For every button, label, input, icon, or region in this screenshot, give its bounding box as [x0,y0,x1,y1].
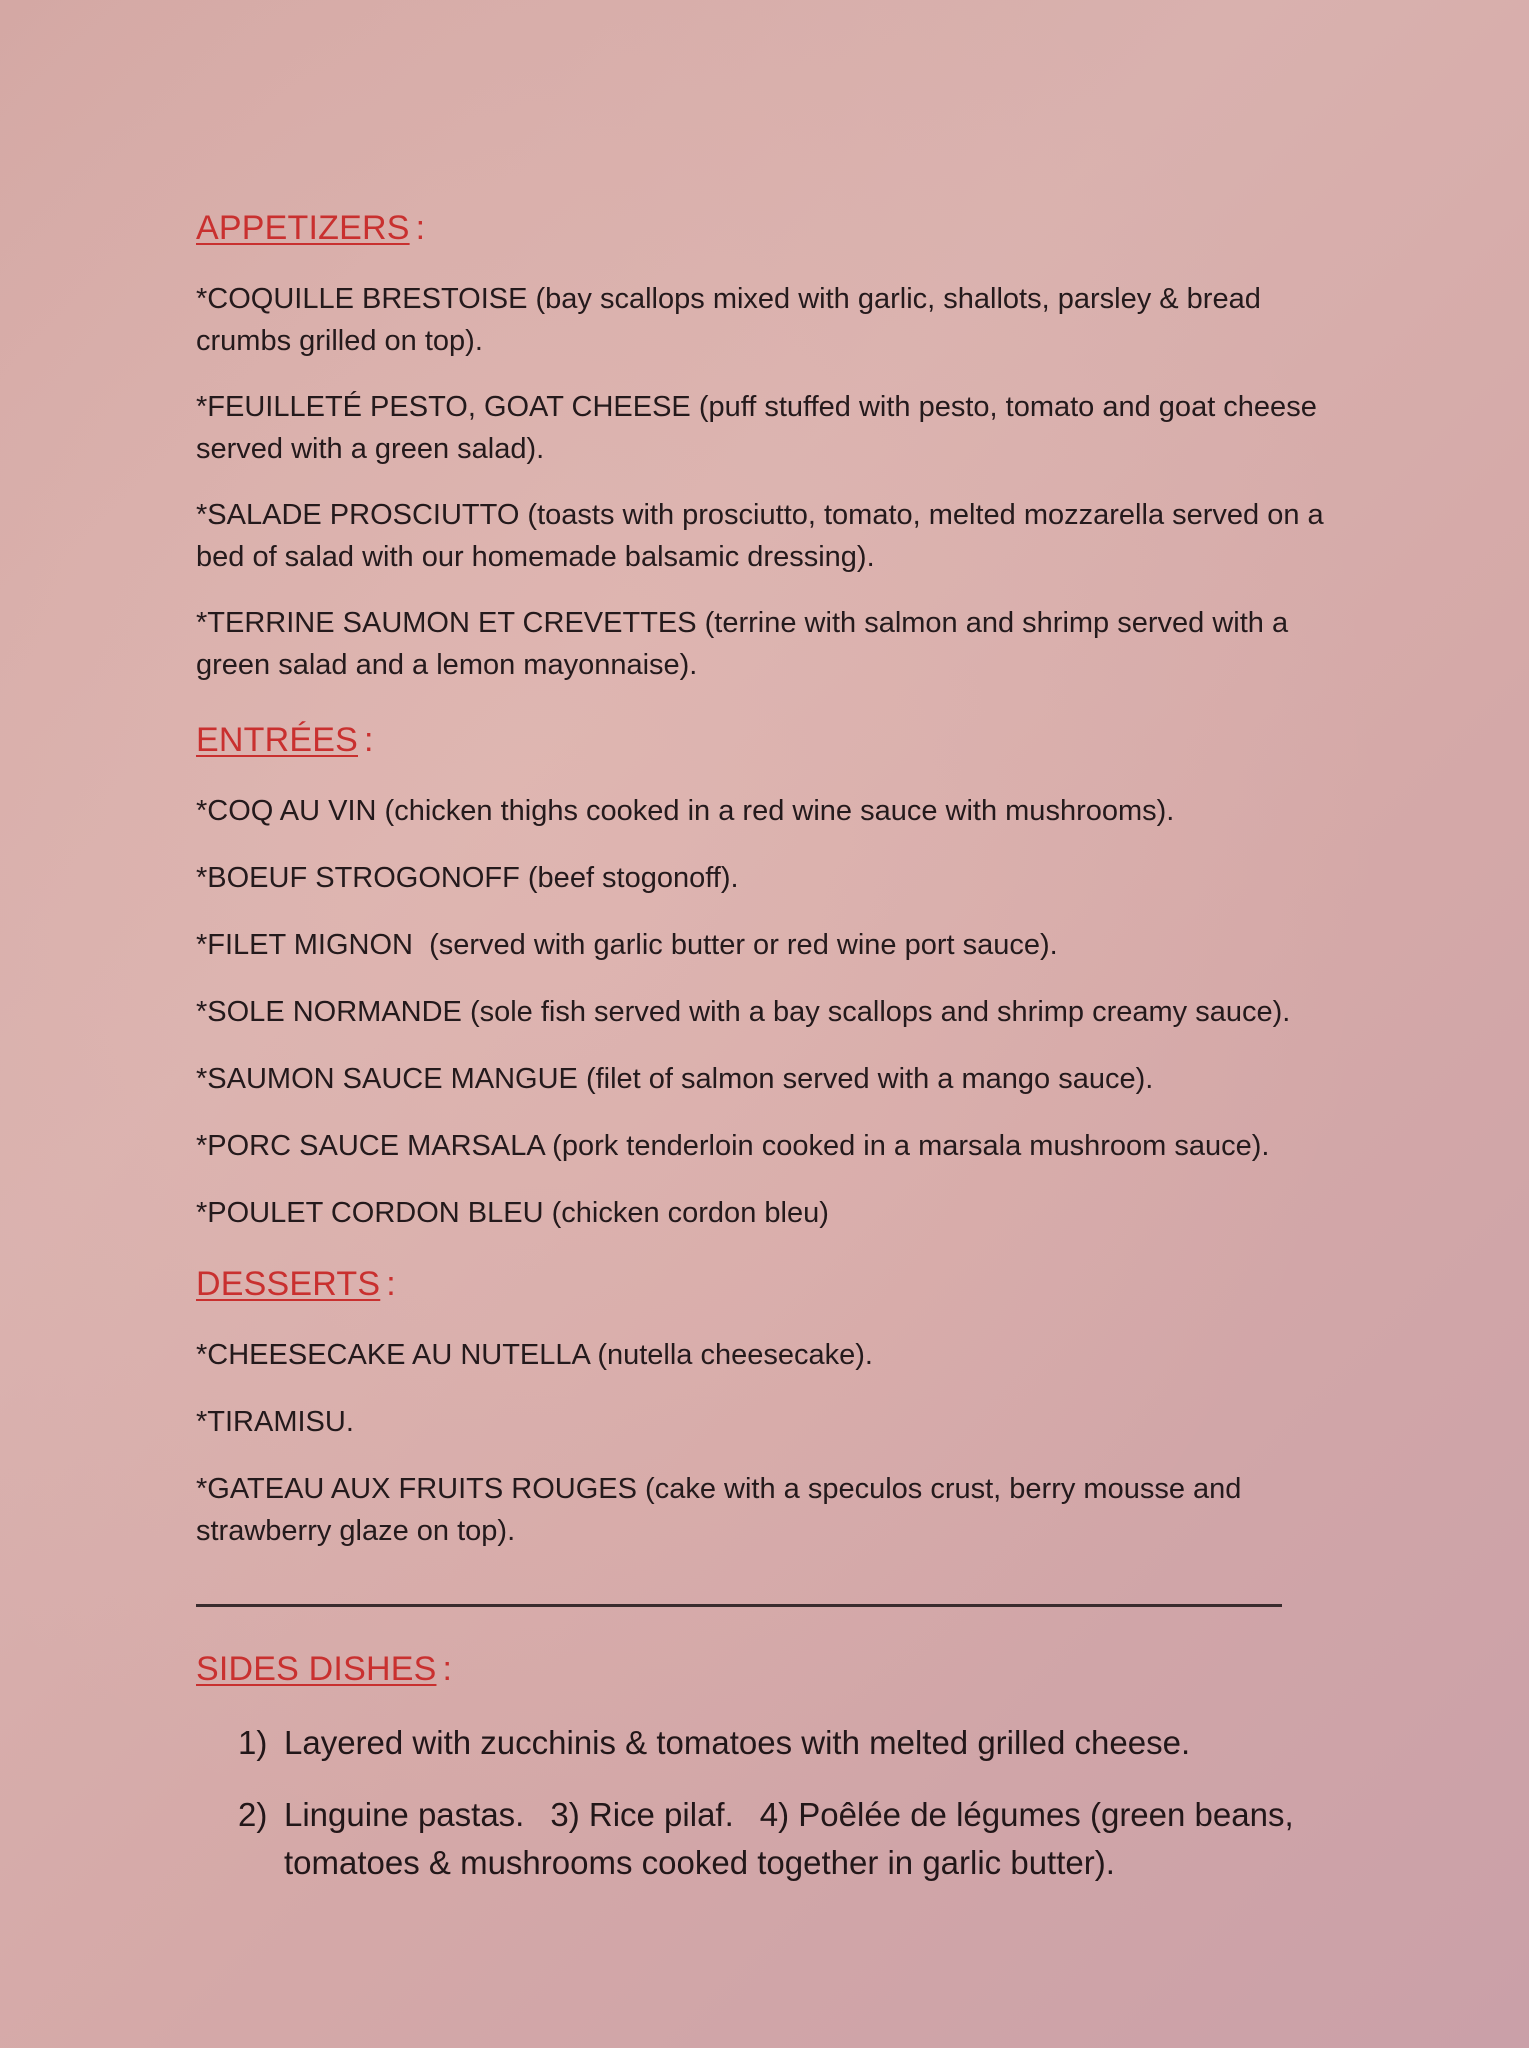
desserts-heading: DESSERTS : [196,1265,396,1303]
menu-item-boeuf-strogonoff: *BOEUF STROGONOFF (beef stogonoff). [196,862,739,894]
section-divider [196,1604,1282,1607]
side-item-text: 4) Poêlée de légumes (green beans, tomatoes & mushrooms cooked together in garlic butter). [284,1796,1294,1881]
side-item-number: 2) [238,1796,268,1833]
menu-item-saumon-sauce-mangue: *SAUMON SAUCE MANGUE (filet of salmon served with a mango sauce). [196,1063,1154,1095]
menu-item-coq-au-vin: *COQ AU VIN (chicken thighs cooked in a red wine sauce with mushrooms). [196,795,1175,827]
sides-list [196,1719,1326,1887]
menu-page [196,208,1326,1911]
appetizers-heading: APPETIZERS : [196,209,426,247]
side-item-text: 3) Rice pilaf. [550,1796,734,1833]
menu-item-tiramisu: *TIRAMISU. [196,1406,354,1438]
side-item-text: Linguine pastas. [284,1796,525,1833]
menu-item-sole-normande: *SOLE NORMANDE (sole fish served with a bay scallops and shrimp creamy sauce). [196,996,1291,1028]
menu-item-gateau-fruits-rouges: *GATEAU AUX FRUITS ROUGES (cake with a speculos crust, berry mousse and strawberry glaze on top). [196,1473,1242,1547]
entrees-heading: ENTRÉES : [196,721,374,759]
appetizers-section [196,208,1326,686]
menu-item-filet-mignon: *FILET MIGNON (served with garlic butter or red wine port sauce). [196,929,1058,961]
menu-item-coquille-brestoise: *COQUILLE BRESTOISE (bay scallops mixed with garlic, shallots, parsley & bread crumbs grilled on top). [196,283,1261,357]
menu-item-salade-prosciutto: *SALADE PROSCIUTTO (toasts with prosciutto, tomato, melted mozzarella served on a bed of salad with our homemade balsamic dressing). [196,499,1324,573]
side-item-number: 1) [238,1724,268,1761]
side-item [238,1719,1326,1767]
menu-item-feuillete-pesto: *FEUILLETÉ PESTO, GOAT CHEESE (puff stuffed with pesto, tomato and goat cheese served with a green salad). [196,391,1317,465]
sides-section [196,1649,1326,1887]
menu-item-poulet-cordon-bleu: *POULET CORDON BLEU (chicken cordon bleu) [196,1197,829,1229]
side-item-text: Layered with zucchinis & tomatoes with melted grilled cheese. [284,1724,1191,1761]
entrees-section [196,720,1326,1234]
side-item [238,1791,1326,1887]
menu-item-terrine-saumon: *TERRINE SAUMON ET CREVETTES (terrine with salmon and shrimp served with a green salad and a lemon mayonnaise). [196,607,1289,681]
menu-item-cheesecake-nutella: *CHEESECAKE AU NUTELLA (nutella cheesecake). [196,1339,873,1371]
sides-heading: SIDES DISHES : [196,1650,453,1688]
desserts-section [196,1264,1326,1552]
menu-item-porc-sauce-marsala: *PORC SAUCE MARSALA (pork tenderloin cooked in a marsala mushroom sauce). [196,1130,1270,1162]
